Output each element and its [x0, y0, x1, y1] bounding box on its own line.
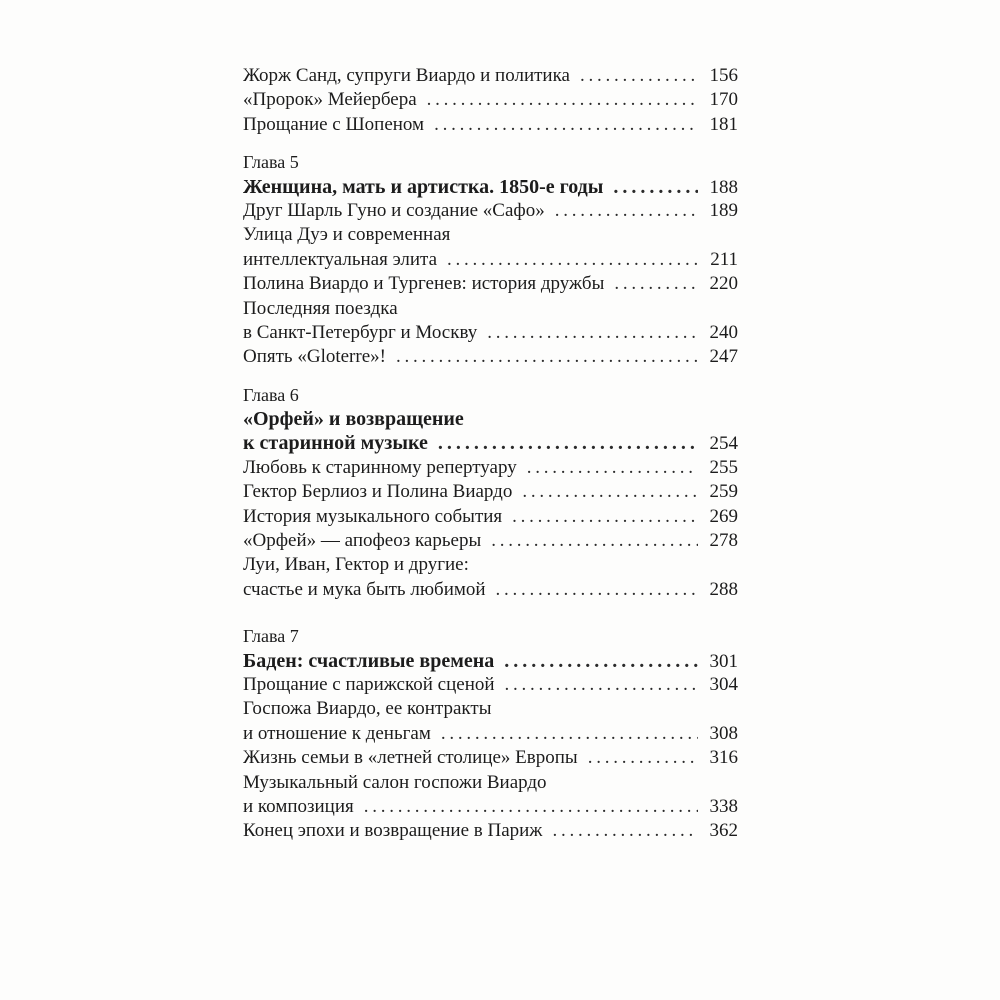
toc-page-number: 269	[709, 505, 738, 527]
toc-entry-title: Баден: счастливые времена	[243, 649, 495, 672]
toc-entry	[243, 272, 738, 296]
toc-entry	[243, 321, 738, 345]
toc-page-number: 255	[709, 456, 738, 478]
toc-page-number: 308	[709, 722, 738, 744]
leader-dots	[354, 795, 698, 819]
toc-entry	[243, 746, 738, 770]
leader-dots	[386, 345, 698, 369]
toc-page-number: 288	[709, 578, 738, 600]
toc-entry-title: интеллектуальная элита	[243, 248, 438, 270]
toc-page-number: 211	[710, 248, 738, 270]
leader-dots	[428, 431, 698, 455]
toc-entry-title: в Санкт-Петербург и Москву	[243, 321, 478, 343]
toc-entry-title: Конец эпохи и возвращение в Париж	[243, 820, 543, 842]
toc-page-number: 338	[709, 795, 738, 817]
toc-entry-title: Прощание с парижской сценой	[243, 673, 495, 695]
toc-entry-first-line: Последняя поездка	[243, 297, 398, 319]
leader-dots	[604, 272, 698, 296]
leader-dots	[417, 88, 698, 112]
leader-dots	[494, 649, 698, 673]
toc-page-number: 247	[709, 346, 738, 368]
leader-dots	[570, 64, 698, 88]
leader-dots	[481, 529, 698, 553]
toc-entry	[243, 113, 738, 137]
chapter-label: Глава 6	[243, 384, 299, 405]
toc-entry-title: «Пророк» Мейербера	[243, 89, 417, 111]
toc-entry-title: Полина Виардо и Тургенев: история дружбы	[243, 273, 605, 295]
toc-page-number: 304	[709, 673, 738, 695]
spacer	[243, 370, 738, 383]
toc-page-number: 254	[709, 433, 738, 455]
spacer	[243, 602, 738, 624]
chapter-title	[243, 649, 738, 673]
leader-dots	[424, 113, 698, 137]
leader-dots	[437, 248, 698, 272]
toc-entry	[243, 345, 738, 369]
toc-entry	[243, 578, 738, 602]
toc-entry-title: счастье и мука быть любимой	[243, 578, 486, 600]
toc-page-number: 316	[709, 747, 738, 769]
toc-page-number: 156	[709, 65, 738, 86]
toc-page-number: 362	[709, 820, 738, 842]
toc-page-number: 240	[709, 321, 738, 343]
toc-entry	[243, 795, 738, 819]
chapter-label: Глава 7	[243, 626, 299, 647]
toc-entry-first-line: Музыкальный салон госпожи Виардо	[243, 771, 547, 793]
toc-entry-title: Женщина, мать и артистка. 1850-е годы	[243, 175, 604, 198]
toc-entry-title: Жорж Санд, супруги Виардо и политика	[243, 65, 570, 86]
toc-page-number: 188	[709, 176, 738, 198]
leader-dots	[495, 673, 698, 697]
toc-entry-title: к старинной музыке	[243, 432, 428, 455]
toc-entry	[243, 505, 738, 529]
leader-dots	[512, 480, 698, 504]
toc-entry	[243, 64, 738, 88]
chapter-label: Глава 5	[243, 152, 299, 173]
toc-entry-first-line: Улица Дуэ и современная	[243, 224, 451, 246]
toc-entry-first-line: Госпожа Виардо, ее контракты	[243, 698, 492, 720]
toc-entry-title: и композиция	[243, 795, 354, 817]
toc-entry-title: Друг Шарль Гуно и создание «Сафо»	[243, 199, 545, 221]
chapter-title	[243, 431, 738, 455]
toc-entry-first-line: Луи, Иван, Гектор и другие:	[243, 554, 469, 576]
leader-dots	[486, 578, 698, 602]
spacer	[243, 137, 738, 150]
toc-entry-title: Любовь к старинному репертуару	[243, 456, 517, 478]
table-of-contents	[243, 64, 738, 844]
toc-page-number: 220	[709, 273, 738, 295]
toc-entry-title: Гектор Берлиоз и Полина Виардо	[243, 481, 513, 503]
toc-entry	[243, 480, 738, 504]
toc-entry-title: Жизнь семьи в «летней столице» Европы	[243, 747, 578, 769]
toc-entry	[243, 456, 738, 480]
toc-entry	[243, 722, 738, 746]
toc-entry	[243, 199, 738, 223]
toc-page-number: 189	[709, 199, 738, 221]
toc-entry-title: «Орфей» — апофеоз карьеры	[243, 530, 482, 552]
leader-dots	[545, 199, 698, 223]
chapter-title	[243, 175, 738, 199]
toc-entry-title: Прощание с Шопеном	[243, 113, 425, 135]
toc-entry	[243, 248, 738, 272]
leader-dots	[517, 456, 698, 480]
leader-dots	[603, 175, 698, 199]
toc-entry	[243, 529, 738, 553]
toc-page-number: 170	[709, 89, 738, 111]
toc-entry	[243, 88, 738, 112]
toc-entry	[243, 819, 738, 843]
chapter-title-first-line: «Орфей» и возвращение	[243, 408, 464, 431]
toc-page-number: 278	[709, 530, 738, 552]
toc-page-number: 301	[709, 650, 738, 672]
leader-dots	[477, 321, 698, 345]
leader-dots	[431, 722, 698, 746]
toc-entry-title: и отношение к деньгам	[243, 722, 431, 744]
toc-entry-title: Опять «Gloterre»!	[243, 346, 386, 368]
toc-entry	[243, 673, 738, 697]
toc-page-number: 181	[709, 113, 738, 135]
toc-page-number: 259	[709, 481, 738, 503]
toc-entry-title: История музыкального события	[243, 505, 503, 527]
leader-dots	[502, 505, 698, 529]
leader-dots	[542, 819, 698, 843]
leader-dots	[578, 746, 698, 770]
